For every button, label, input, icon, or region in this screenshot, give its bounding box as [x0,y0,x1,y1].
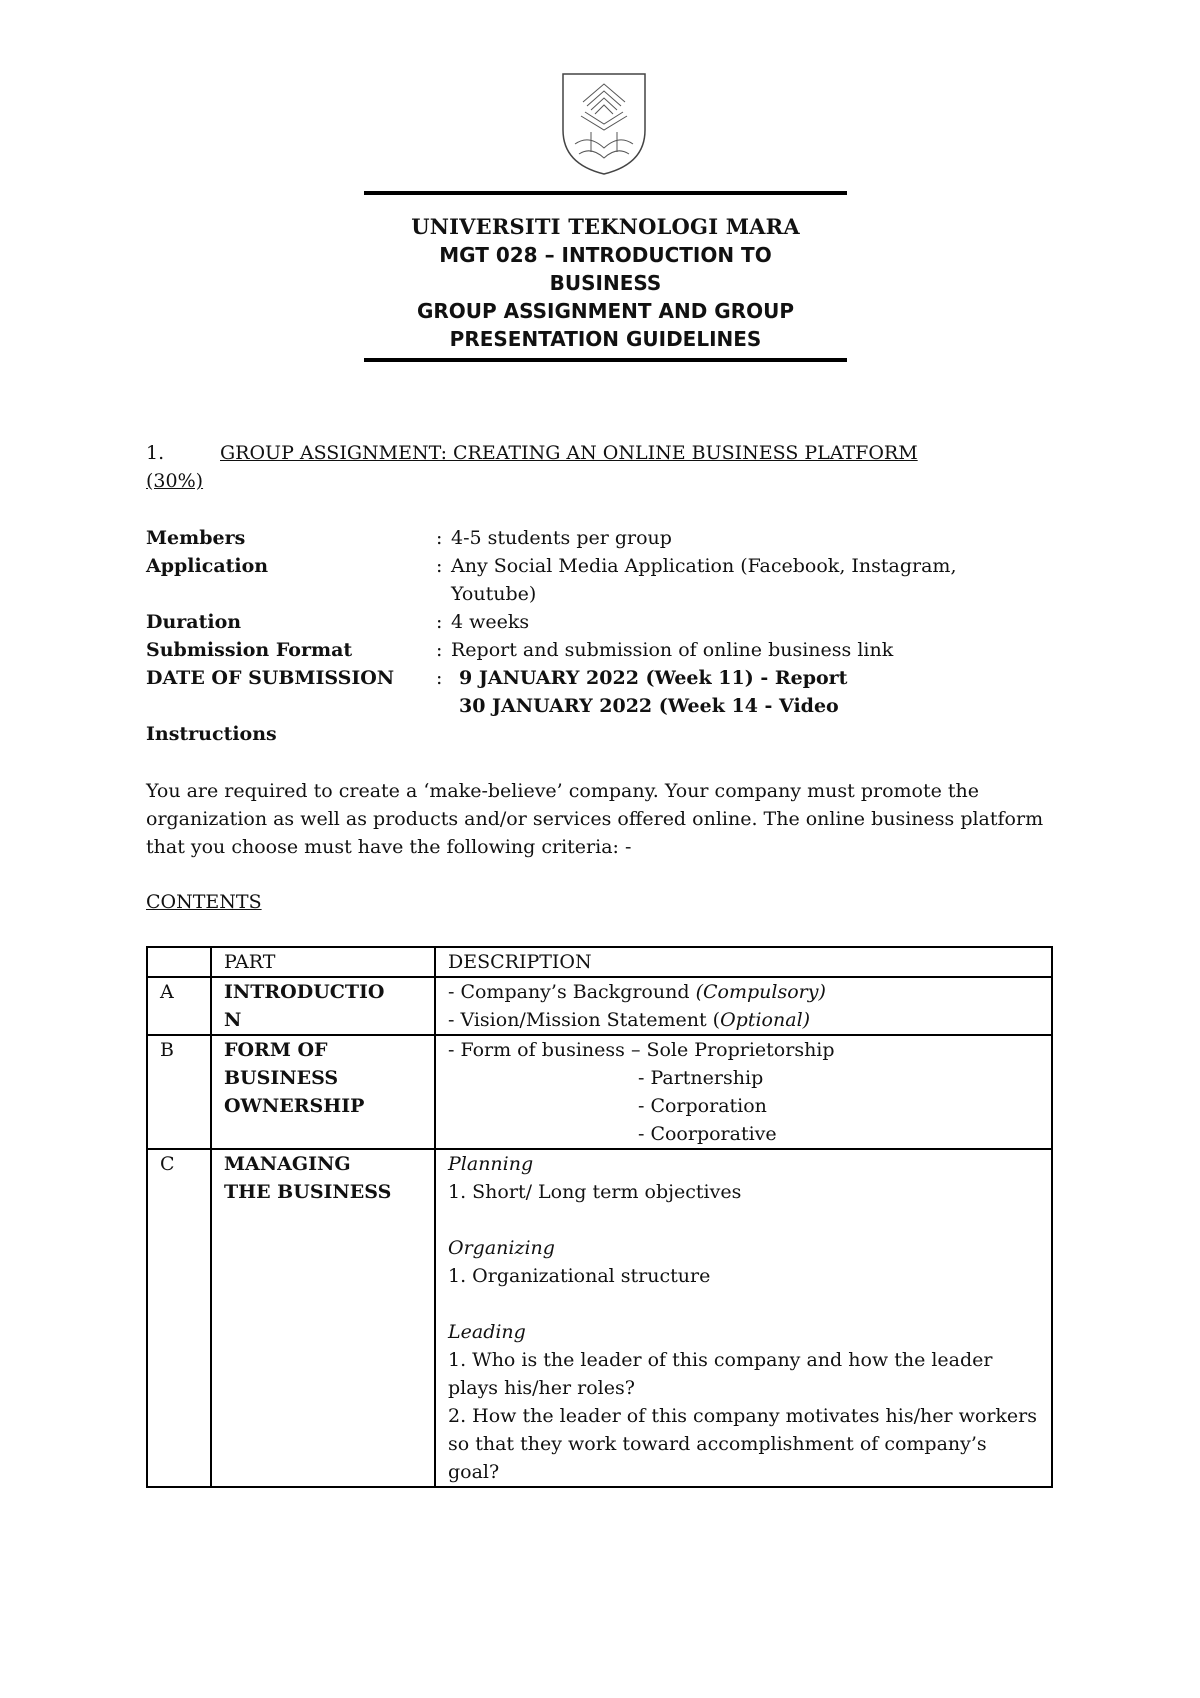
instructions-line2: organization as well as products and/or services offered online. The online business platform [146,808,1044,830]
duration-label: Duration [146,611,242,633]
desc-text: 1. Who is the leader of this company and how the leader [448,1349,993,1371]
section-title-line1: GROUP ASSIGNMENT: CREATING AN ONLINE BUSINESS PLATFORM [220,442,918,464]
part-line: BUSINESS [224,1067,339,1089]
title-block [364,191,847,362]
header-description: DESCRIPTION [435,947,1052,977]
planning-heading: Planning [448,1153,534,1175]
instructions-heading: Instructions [146,723,277,745]
desc-text: goal? [448,1461,500,1483]
row-part [211,977,435,1035]
assignment-info [146,524,1066,748]
table-row [147,1035,1052,1149]
date-value-line1: 9 JANUARY 2022 (Week 11) - Report [459,667,848,689]
desc-text: - Company’s Background [448,981,696,1003]
row-part [211,1035,435,1149]
format-value: Report and submission of online business link [451,639,894,661]
application-value-line2: Youtube) [451,583,537,605]
info-format [146,636,1066,664]
table-row [147,977,1052,1035]
colon: : [436,555,443,577]
university-name: UNIVERSITI TEKNOLOGI MARA [411,214,800,239]
colon: : [436,667,443,689]
section-number: 1. [146,442,165,464]
part-line: N [224,1009,242,1031]
instructions-line1: You are required to create a ‘make-believe’ company. Your company must promote the [146,780,980,802]
contents-heading: CONTENTS [146,891,262,913]
format-label: Submission Format [146,639,353,661]
part-line: MANAGING [224,1153,351,1175]
university-logo-icon [561,72,647,176]
instructions-line3: that you choose must have the following criteria: - [146,836,632,858]
desc-text: 1. Organizational structure [448,1265,711,1287]
row-description [435,977,1052,1035]
instructions-paragraph [146,777,1066,861]
row-description [435,1035,1052,1149]
part-line: INTRODUCTIO [224,981,385,1003]
desc-text: - Corporation [638,1095,767,1117]
info-duration [146,608,1066,636]
part-line: THE BUSINESS [224,1181,392,1203]
row-letter: A [147,977,211,1035]
info-application [146,552,1066,608]
section-title-line2: (30%) [146,470,204,492]
header-part: PART [211,947,435,977]
table-header-row [147,947,1052,977]
desc-text: 1. Short/ Long term objectives [448,1181,742,1203]
desc-text: - Vision/Mission Statement ( [448,1009,721,1031]
guidelines-title-line1: GROUP ASSIGNMENT AND GROUP [416,299,795,323]
table-row [147,1149,1052,1487]
leading-heading: Leading [448,1321,526,1343]
part-line: FORM OF [224,1039,328,1061]
colon: : [436,611,443,633]
row-letter: B [147,1035,211,1149]
members-value: 4-5 students per group [451,527,672,549]
course-title-line2: BUSINESS [549,271,662,295]
desc-text: 2. How the leader of this company motivates his/her workers [448,1405,1037,1427]
desc-text: - Form of business – Sole Proprietorship [448,1039,835,1061]
colon: : [436,527,443,549]
application-label: Application [146,555,269,577]
desc-text: - Partnership [638,1067,764,1089]
row-letter: C [147,1149,211,1487]
row-part [211,1149,435,1487]
colon: : [436,639,443,661]
desc-emphasis: Optional) [720,1009,811,1031]
info-members [146,524,1066,552]
info-date [146,664,1066,720]
desc-text: - Coorporative [638,1123,777,1145]
date-value-line2: 30 JANUARY 2022 (Week 14 - Video [459,695,839,717]
desc-text: plays his/her roles? [448,1377,635,1399]
members-label: Members [146,527,246,549]
desc-text: so that they work toward accomplishment of company’s [448,1433,987,1455]
contents-table [146,946,1053,1488]
date-label: DATE OF SUBMISSION [146,667,395,689]
desc-emphasis: (Compulsory) [695,981,826,1003]
table-cell [147,947,211,977]
duration-value: 4 weeks [451,611,530,633]
row-description [435,1149,1052,1487]
organizing-heading: Organizing [448,1237,555,1259]
application-value-line1: Any Social Media Application (Facebook, Instagram, [451,555,957,577]
part-line: OWNERSHIP [224,1095,365,1117]
course-title-line1: MGT 028 – INTRODUCTION TO [439,243,772,267]
section-1-heading [146,439,1046,495]
guidelines-title-line2: PRESENTATION GUIDELINES [449,327,762,351]
